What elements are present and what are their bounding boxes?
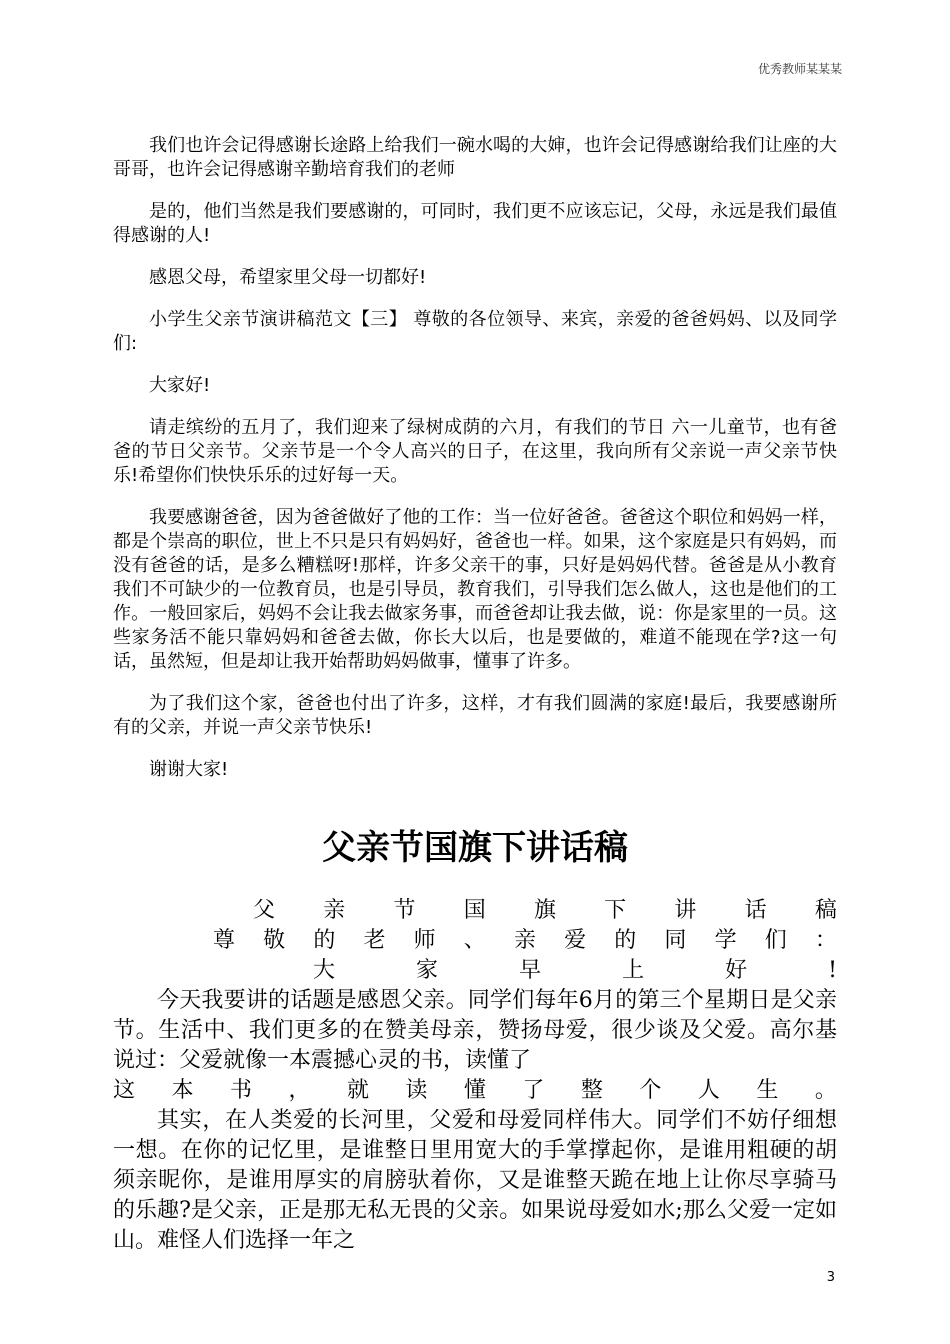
spread-char: 同	[664, 928, 687, 953]
spread-char: 的	[313, 928, 336, 953]
paragraph: 小学生父亲节演讲稿范文【三】 尊敬的各位领导、来宾，亲爱的爸爸妈妈、以及同学们:	[113, 309, 837, 354]
spread-char: ，	[288, 1078, 311, 1103]
spread-char: 大	[313, 958, 336, 983]
paragraph: 为了我们这个家，爸爸也付出了许多，这样，才有我们圆满的家庭!最后，我要感谢所有的父亲，并说一声父亲节快乐!	[113, 693, 837, 738]
spread-char: 好	[725, 958, 748, 983]
paragraph: 其实，在人类爱的长河里，父爱和母爱同样伟大。同学们不妨仔细想一想。在你的记忆里，是谁整日里用宽大的手掌撑起你，是谁用粗硬的胡须亲昵你，是谁用厚实的肩膀驮着你，又是谁整天跪在地上让你尽享骑马的乐趣?是父亲，正是那无私无畏的父亲。如果说母爱如水;那么父爱一定如山。难怪人们选择一年之	[113, 1108, 837, 1253]
spread-char: 这	[113, 1078, 136, 1103]
article-title: 父亲节国旗下讲话稿	[322, 828, 628, 868]
spread-char: 整	[580, 1078, 603, 1103]
spread-char: 爱	[564, 928, 587, 953]
spread-char: 敬	[263, 928, 286, 953]
spread-char: 亲	[323, 898, 346, 923]
spread-char: 尊	[213, 928, 236, 953]
spread-char: 稿	[814, 898, 837, 923]
spread-char: 人	[697, 1078, 720, 1103]
spread-char: 懂	[463, 1078, 486, 1103]
spread-char: 学	[714, 928, 737, 953]
spread-char: 旗	[533, 898, 556, 923]
spread-char: 话	[744, 898, 767, 923]
paragraph: 谢谢大家!	[149, 759, 229, 780]
paragraph: 感恩父母，希望家里父母一切都好!	[149, 267, 427, 288]
spread-char: 读	[405, 1078, 428, 1103]
spread-char: !	[828, 958, 837, 983]
salutation-line	[113, 926, 837, 956]
paragraph: 大家好!	[149, 375, 211, 396]
paragraph: 今天我要讲的话题是感恩父亲。同学们每年6月的第三个星期日是父亲节。生活中、我们更多的在赞美母亲，赞扬母爱，很少谈及父爱。高尔基说过：父爱就像一本震撼心灵的书，读懂了	[113, 988, 837, 1073]
spread-char: 父	[253, 898, 276, 923]
spread-char: 本	[171, 1078, 194, 1103]
spread-char: 节	[393, 898, 416, 923]
spread-char: 亲	[513, 928, 536, 953]
greeting-line	[113, 956, 837, 986]
spread-char: 老	[363, 928, 386, 953]
page-header: 优秀教师某某某	[757, 62, 842, 76]
spread-char: 就	[346, 1078, 369, 1103]
page-number: 3	[826, 1270, 835, 1285]
paragraph: 是的，他们当然是我们要感谢的，可同时，我们更不应该忘记，父母，永远是我们最值得感谢的人!	[113, 201, 837, 246]
paragraph: 我们也许会记得感谢长途路上给我们一碗水喝的大婶，也许会记得感谢给我们让座的大哥哥，也许会记得感谢辛勤培育我们的老师	[113, 135, 837, 180]
spread-char: 讲	[674, 898, 697, 923]
spread-char: 个	[639, 1078, 662, 1103]
spread-char: 书	[229, 1078, 252, 1103]
paragraph: 请走缤纷的五月了，我们迎来了绿树成荫的六月，有我们的节日 六一儿童节，也有爸爸的节日父亲节。父亲节是一个令人高兴的日子，在这里，我向所有父亲说一声父亲节快乐!希望你们快快乐乐的过好每一天。	[113, 417, 837, 486]
spread-char: 了	[522, 1078, 545, 1103]
spread-char: 国	[463, 898, 486, 923]
flag-speech-section	[113, 896, 837, 1256]
spread-char: 早	[519, 958, 542, 983]
spread-char: 们	[764, 928, 787, 953]
spread-char: 、	[463, 928, 486, 953]
spread-char: 。	[814, 1078, 837, 1103]
spread-char: 下	[604, 898, 627, 923]
spread-title-line	[113, 896, 837, 926]
spread-char: 生	[756, 1078, 779, 1103]
spread-char: 的	[614, 928, 637, 953]
spread-char: 家	[416, 958, 439, 983]
paragraph-tail-line	[113, 1076, 837, 1106]
paragraph: 我要感谢爸爸，因为爸爸做好了他的工作：当一位好爸爸。爸爸这个职位和妈妈一样，都是个崇高的职位，世上不只是只有妈妈好，爸爸也一样。如果，这个家庭是只有妈妈，而没有爸爸的话，是多么糟糕呀!那样，许多父亲干的事，只好是妈妈代替。爸爸是从小教育我们不可缺少的一位教育员，也是引导员，教育我们，引导我们怎么做人，这也是他们的工作。一般回家后，妈妈不会让我去做家务事，而爸爸却让我去做，说：你是家里的一员。这些家务活不能只靠妈妈和爸爸去做，你长大以后，也是要做的，难道不能现在学?这一句话，虽然短，但是却让我开始帮助妈妈做事，懂事了许多。	[113, 507, 837, 672]
spread-char: 上	[622, 958, 645, 983]
spread-char: ：	[814, 928, 837, 953]
speech-section	[113, 134, 837, 800]
spread-char: 师	[413, 928, 436, 953]
